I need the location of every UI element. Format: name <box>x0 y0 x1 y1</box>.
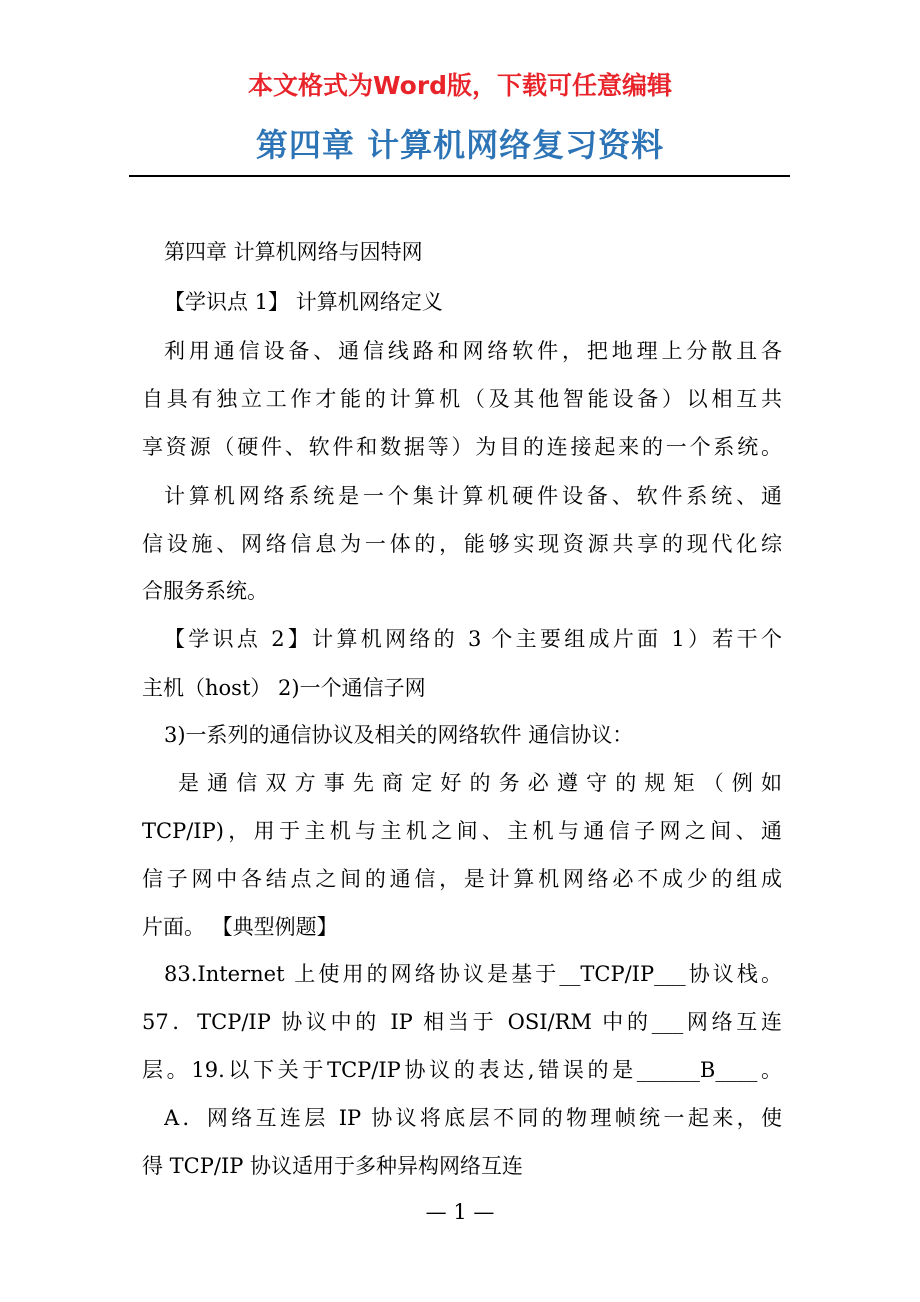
option-a-line: A．网络互连层 IP 协议将底层不同的物理帧统一起来，使 <box>164 1106 782 1130</box>
paragraph-line: 自具有独立工作才能的计算机（及其他智能设备）以相互共 <box>142 387 782 411</box>
paragraph-line: TCP/IP)，用于主机与主机之间、主机与通信子网之间、通 <box>142 819 782 843</box>
paragraph-line: 合服务系统。 <box>142 579 268 603</box>
paragraph-line: 享资源（硬件、软件和数据等）为目的连接起来的一个系统。 <box>142 435 782 459</box>
page-number: — 1 — <box>425 1200 495 1224</box>
paragraph-line: 主机（host） 2)一个通信子网 <box>142 676 426 700</box>
chapter-heading: 第四章 计算机网络与因特网 <box>164 240 423 264</box>
paragraph-line: 片面。 【典型例题】 <box>142 915 338 939</box>
paragraph-line: 信子网中各结点之间的通信，是计算机网络必不成少的组成 <box>142 867 782 891</box>
paragraph-line: 利用通信设备、通信线路和网络软件，把地理上分散且各 <box>164 339 782 363</box>
example-question-19: 层。19.以下关于TCP/IP协议的表达,错误的是______B____。 <box>142 1058 782 1082</box>
paragraph-line: 3)一系列的通信协议及相关的网络软件 通信协议： <box>164 723 634 747</box>
example-question-83: 83.Internet 上使用的网络协议是基于__TCP/IP___协议栈。 <box>164 962 782 986</box>
paragraph-line: 信设施、网络信息为一体的，能够实现资源共享的现代化综 <box>142 532 782 556</box>
paragraph-line: 计算机网络系统是一个集计算机硬件设备、软件系统、通 <box>164 484 782 508</box>
word-format-banner: 本文格式为Word版，下载可任意编辑 <box>247 71 673 100</box>
example-question-57: 57．TCP/IP 协议中的 IP 相当于 OSI/RM 中的___网络互连 <box>142 1010 782 1034</box>
document-title: 第四章 计算机网络复习资料 <box>255 126 665 164</box>
paragraph-line: 是通信双方事先商定好的务必遵守的规矩（例如 <box>178 771 782 795</box>
option-a-line: 得 TCP/IP 协议适用于多种异构网络互连 <box>142 1154 524 1178</box>
knowledge-point-1-heading: 【学识点 1】 计算机网络定义 <box>164 290 443 314</box>
title-underline <box>129 175 790 177</box>
knowledge-point-2-line: 【学识点 2】计算机网络的 3 个主要组成片面 1）若干个 <box>164 627 782 651</box>
